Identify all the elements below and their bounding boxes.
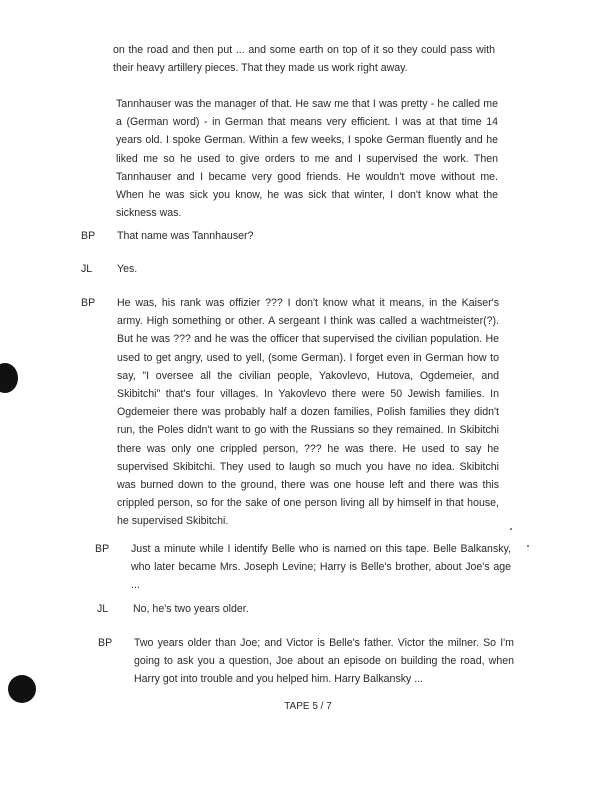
punch-hole-top (0, 363, 18, 393)
speaker-label: BP (98, 637, 113, 649)
transcript-text: He was, his rank was offizier ??? I don't know what it means, in the Kaiser's army. High something or other. A sergeant I think was called a wachtmeister(?). But he was ??? and he was the officer that supervised the civilian population. He used to get angry, used to yell, (some German). I forget even in German how to say, "I oversee all the civilian people, Yakovlevo, Hutova, Ogdemeier, and Skibitchi" that's four villages. In Yakovlevo there were 50 Jewish families. In Ogdemeier there was probably half a dozen families, Polish families they didn't run, the Poles didn't want to go with the Russians so they remained. In Skibitchi there was only one crippled person, ??? he was there. He used to say he supervised Skibitchi. They used to laugh so much you have no idea. Skibitchi was burned down to the ground, there was one house left and there was this crippled person, so for the sake of one person living all by himself in that house, he supervised Skibitchi. (117, 297, 499, 528)
transcript-text: No, he's two years older. (133, 603, 249, 615)
paragraph-tannhauser: Tannhauser was the manager of that. He saw me that I was pretty - he called me a (German word) - in German that means very efficient. I was at that time 14 years old. I spoke German. Within a few weeks, I spoke German fluently and he liked me so he used to give orders to me and I supervised the work. Then Tannhauser and I became very good friends. He wouldn't move without me. When he was sick you know, he was sick that winter, I don't know what the sickness was. (116, 98, 498, 220)
speaker-label: BP (81, 297, 96, 309)
speaker-label: BP (81, 230, 96, 242)
transcript-text: Just a minute while I identify Belle who is named on this tape. Belle Balkansky, who later became Mrs. Joseph Levine; Harry is Belle's brother, about Joe's age ... (131, 543, 511, 592)
page-footer: TAPE 5 / 7 (284, 701, 332, 712)
speaker-label: BP (95, 543, 110, 555)
speaker-label: JL (81, 263, 93, 275)
transcript-text: Yes. (117, 263, 138, 275)
speaker-label: JL (97, 603, 109, 615)
punch-hole-bottom (8, 675, 36, 703)
transcript-text: Two years older than Joe; and Victor is Belle's father. Victor the milner. So I'm going to ask you a question, Joe about an episode on building the road, when Harry got into trouble and you helped him. Harry Balkansky ... (134, 637, 514, 686)
scan-speck (510, 528, 512, 530)
paragraph-continuation: on the road and then put ... and some earth on top of it so they could pass with their heavy artillery pieces. That they made us work right away. (113, 44, 495, 75)
transcript-text: That name was Tannhauser? (117, 230, 254, 242)
scan-speck (527, 545, 529, 547)
